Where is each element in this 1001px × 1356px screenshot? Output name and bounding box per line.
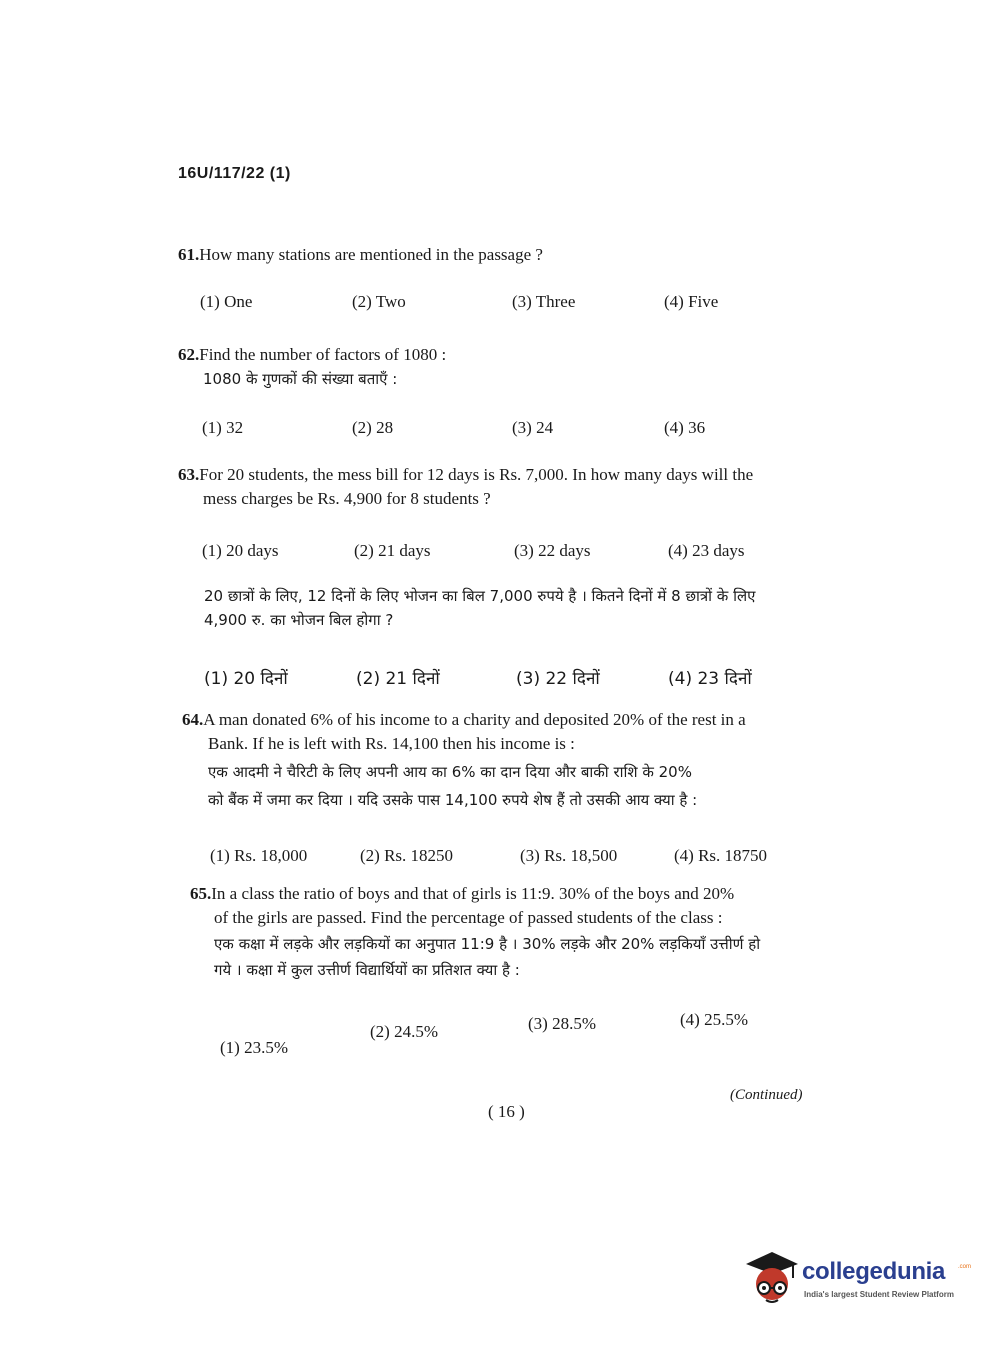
option-4: (4) 23 days [668, 541, 745, 560]
mascot-icon [742, 1250, 800, 1310]
question-text-hindi: एक कक्षा में लड़के और लड़कियों का अनुपात 11:9 है । 30% लड़के और 20% लड़कियाँ उत्तीर्ण हो [214, 935, 761, 953]
logo-tagline: India's largest Student Review Platform [804, 1290, 954, 1299]
option-2: (2) 21 दिनों [356, 669, 440, 689]
question-63-hindi [204, 584, 755, 632]
question-text: of the girls are passed. Find the percentage of passed students of the class : [214, 908, 723, 927]
question-text-hindi: को बैंक में जमा कर दिया । यदि उसके पास 14,100 रुपये शेष हैं तो उसकी आय क्या है : [208, 791, 698, 809]
question-text-hindi: 4,900 रु. का भोजन बिल होगा ? [204, 611, 394, 629]
option-3: (3) 28.5% [528, 1014, 596, 1033]
option-3: (3) Rs. 18,500 [520, 846, 618, 865]
question-text: Find the number of factors of 1080 : [199, 345, 447, 364]
question-62 [178, 343, 446, 391]
question-text: For 20 students, the mess bill for 12 days is Rs. 7,000. In how many days will the [199, 465, 754, 484]
question-text-hindi: 1080 के गुणकों की संख्या बताएँ : [203, 370, 398, 388]
option-3: (3) Three [512, 292, 576, 311]
continued-note: (Continued) [730, 1087, 803, 1103]
option-1: (1) 20 days [202, 541, 279, 560]
option-1: (1) 23.5% [220, 1038, 288, 1057]
question-text-hindi: 20 छात्रों के लिए, 12 दिनों के लिए भोजन का बिल 7,000 रुपये है । कितने दिनों में 8 छात्रों के लिए [204, 587, 756, 605]
question-text-hindi: गये । कक्षा में कुल उत्तीर्ण विद्यार्थियों का प्रतिशत क्या है : [214, 961, 520, 979]
option-1: (1) Rs. 18,000 [210, 846, 308, 865]
option-1: (1) 20 दिनों [204, 669, 288, 689]
option-1: (1) One [200, 292, 253, 311]
question-text: How many stations are mentioned in the passage ? [199, 245, 543, 264]
question-number: 63. [178, 465, 200, 484]
question-64 [182, 708, 746, 812]
option-4: (4) 25.5% [680, 1010, 748, 1029]
page-number: ( 16 ) [488, 1102, 525, 1121]
question-65 [190, 882, 760, 982]
collegedunia-logo [742, 1250, 972, 1310]
paper-code: 16U/117/22 (1) [178, 165, 291, 182]
option-2: (2) 28 [352, 418, 394, 437]
question-text: A man donated 6% of his income to a charity and deposited 20% of the rest in a [203, 710, 746, 729]
option-2: (2) Rs. 18250 [360, 846, 454, 865]
question-number: 64. [182, 710, 204, 729]
option-3: (3) 24 [512, 418, 554, 437]
question-text-hindi: एक आदमी ने चैरिटी के लिए अपनी आय का 6% का दान दिया और बाकी राशि के 20% [208, 763, 692, 781]
option-1: (1) 32 [202, 418, 244, 437]
option-3: (3) 22 days [514, 541, 591, 560]
option-2: (2) 24.5% [370, 1022, 438, 1041]
question-number: 61. [178, 245, 200, 264]
option-2: (2) Two [352, 292, 406, 311]
option-4: (4) Five [664, 292, 719, 311]
question-number: 65. [190, 884, 212, 903]
option-4: (4) Rs. 18750 [674, 846, 768, 865]
question-61 [178, 243, 543, 267]
logo-wordmark: collegedunia [802, 1258, 946, 1285]
question-number: 62. [178, 345, 200, 364]
question-63 [178, 463, 753, 511]
option-4: (4) 36 [664, 418, 706, 437]
question-text: mess charges be Rs. 4,900 for 8 students ? [203, 489, 491, 508]
option-4: (4) 23 दिनों [668, 669, 752, 689]
option-2: (2) 21 days [354, 541, 431, 560]
logo-com: .com [958, 1264, 972, 1270]
option-3: (3) 22 दिनों [516, 669, 600, 689]
question-text: Bank. If he is left with Rs. 14,100 then his income is : [208, 734, 575, 753]
question-text: In a class the ratio of boys and that of girls is 11:9. 30% of the boys and 20% [211, 884, 735, 903]
